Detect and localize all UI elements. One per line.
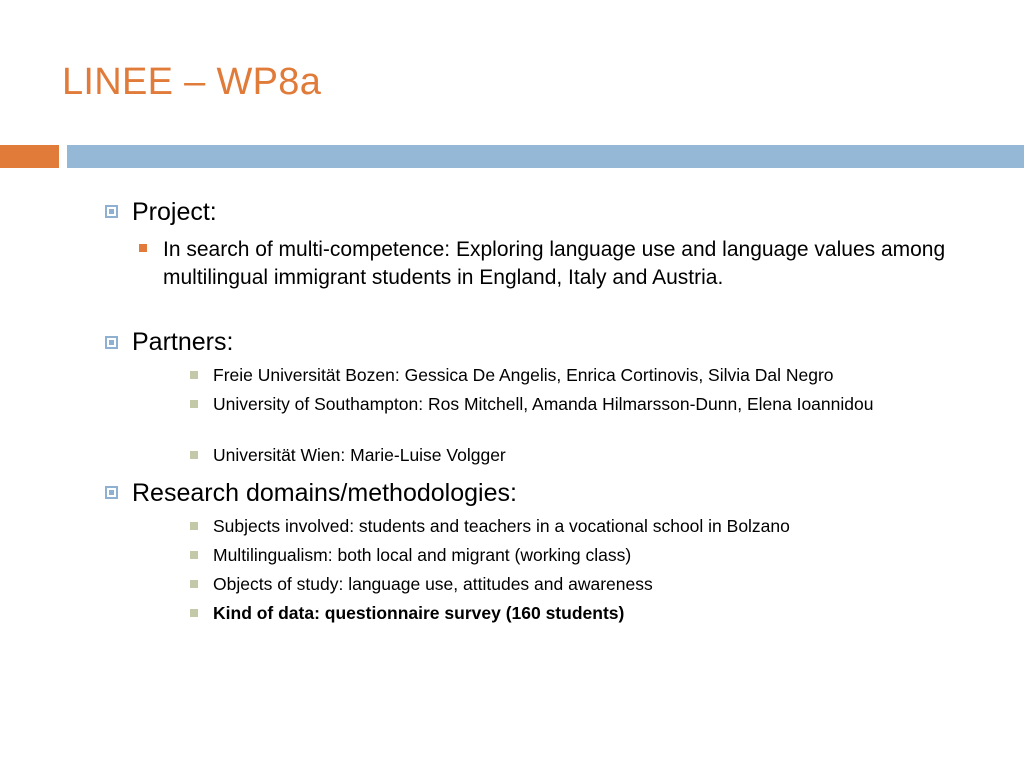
square-bullet-icon <box>139 244 147 252</box>
partner-item: University of Southampton: Ros Mitchell, Amanda Hilmarsson-Dunn, Elena Ioannidou <box>213 394 874 414</box>
accent-bar-orange <box>0 145 59 168</box>
project-description: In search of multi-competence: Exploring language use and language values among multilingual immigrant students in England, Italy and Austria. <box>163 238 946 289</box>
research-item-data-kind: Kind of data: questionnaire survey (160 students) <box>213 603 625 623</box>
square-bullet-icon <box>190 451 198 459</box>
square-bullet-icon <box>190 551 198 559</box>
square-bullet-icon <box>105 336 118 349</box>
square-bullet-icon <box>105 205 118 218</box>
accent-bar-blue <box>67 145 1024 168</box>
research-item: Multilingualism: both local and migrant (working class) <box>213 545 632 565</box>
square-bullet-icon <box>190 580 198 588</box>
square-bullet-icon <box>105 486 118 499</box>
section-heading-partners: Partners: <box>132 328 234 356</box>
square-bullet-icon <box>190 400 198 408</box>
partner-item: Freie Universität Bozen: Gessica De Angelis, Enrica Cortinovis, Silvia Dal Negro <box>213 365 834 385</box>
partner-item: Universität Wien: Marie-Luise Volgger <box>213 445 506 465</box>
square-bullet-icon <box>190 371 198 379</box>
section-heading-research: Research domains/methodologies: <box>132 479 517 507</box>
section-heading-project: Project: <box>132 198 217 226</box>
slide-title: LINEE – WP8a <box>62 61 322 103</box>
research-item: Subjects involved: students and teachers in a vocational school in Bolzano <box>213 516 790 536</box>
square-bullet-icon <box>190 522 198 530</box>
research-item: Objects of study: language use, attitudes and awareness <box>213 574 653 594</box>
square-bullet-icon <box>190 609 198 617</box>
